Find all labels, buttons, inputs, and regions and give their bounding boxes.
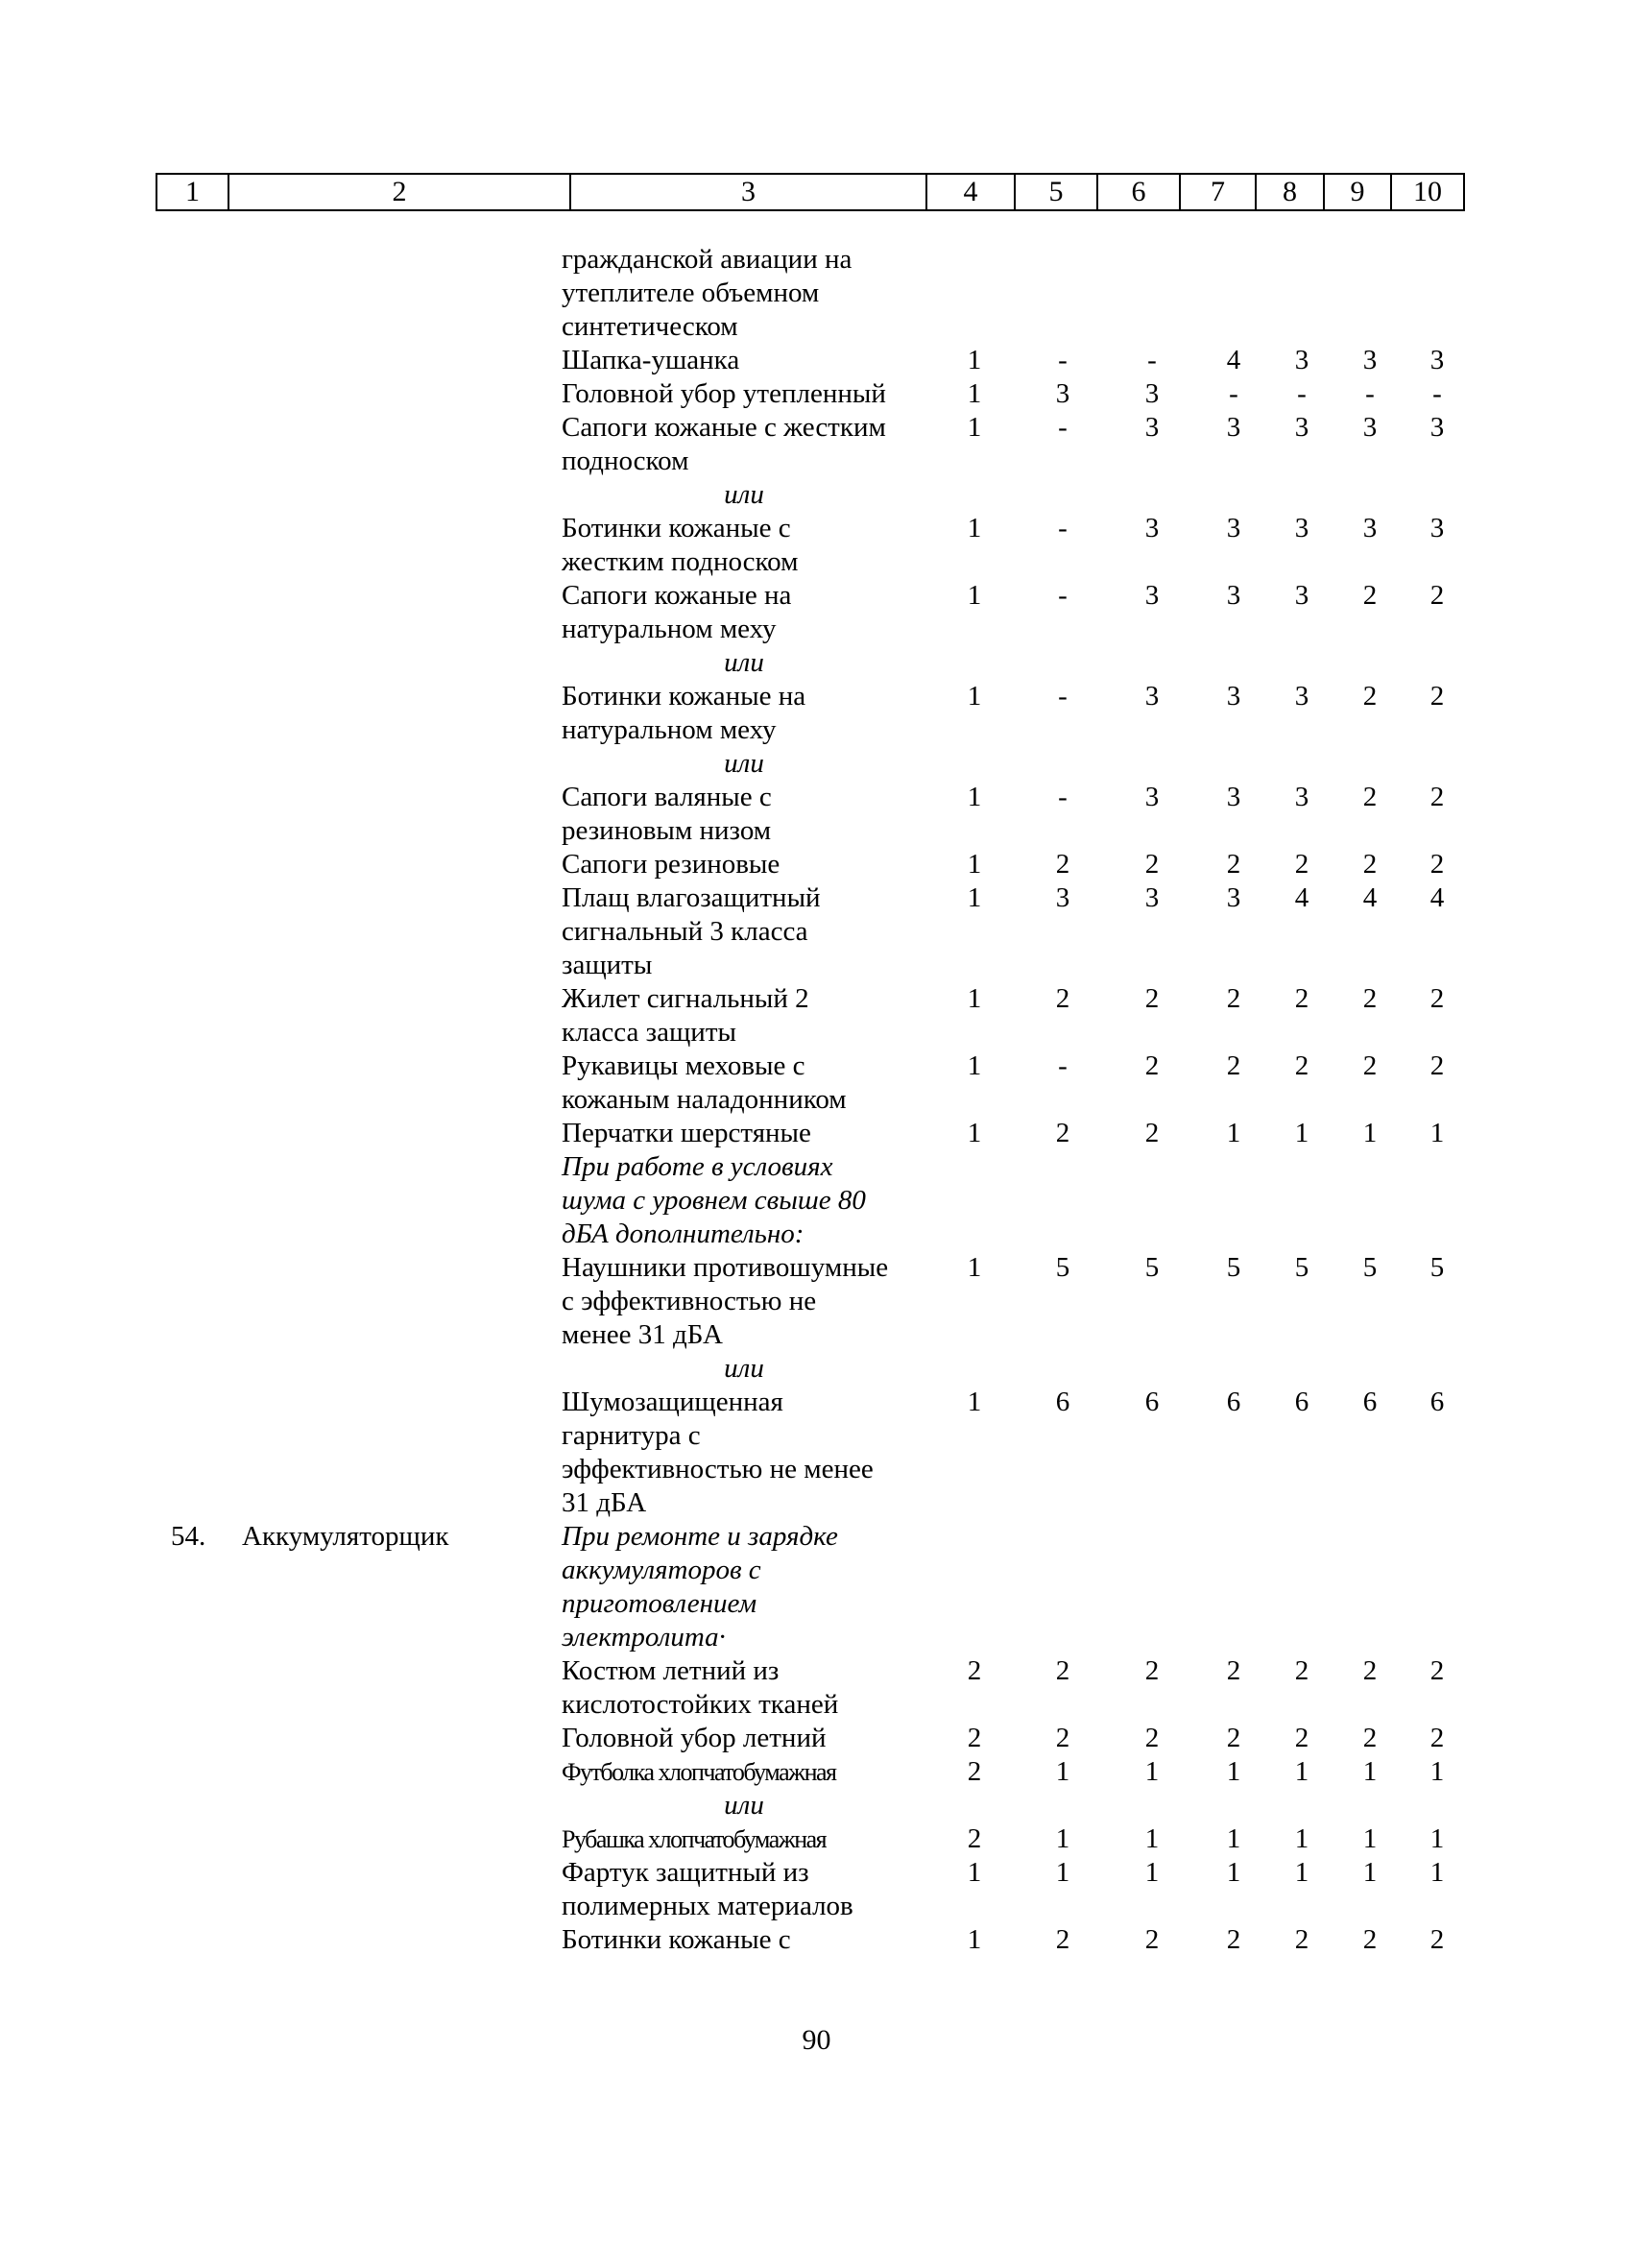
value-col-8: 4 [1294, 882, 1309, 913]
item-name-line: Наушники противошумные [562, 1252, 889, 1283]
value-col-7: 4 [1226, 345, 1241, 375]
value-col-9: 2 [1362, 1655, 1378, 1686]
value-col-5: 5 [1055, 1252, 1070, 1283]
value-col-6: 1 [1144, 1756, 1160, 1787]
value-col-10: 2 [1429, 681, 1445, 712]
value-col-9: - [1365, 378, 1375, 409]
value-col-6: 3 [1144, 681, 1160, 712]
value-col-10: 1 [1429, 1823, 1445, 1854]
item-name [562, 982, 926, 1050]
value-col-5: 1 [1055, 1857, 1070, 1888]
item-name-line: Рубашка хлопчатобумажная [562, 1825, 827, 1853]
value-col-7: 6 [1226, 1387, 1241, 1417]
value-col-5: - [1058, 1050, 1068, 1081]
item-name [562, 1722, 926, 1755]
item-name-line: жестким подноском [562, 546, 799, 577]
value-col-8: 3 [1294, 513, 1309, 543]
value-col-5: - [1058, 513, 1068, 543]
value-col-10: 2 [1429, 1924, 1445, 1955]
value-col-5: 3 [1055, 882, 1070, 913]
value-col-5: 2 [1055, 1655, 1070, 1686]
item-name-line: Сапоги кожаные с жестким [562, 412, 886, 443]
value-col-8: 3 [1294, 580, 1309, 611]
item-name [562, 411, 926, 478]
item-name-line: защиты [562, 950, 653, 980]
value-col-6: 6 [1144, 1387, 1160, 1417]
value-col-6: 3 [1144, 378, 1160, 409]
value-col-4: 1 [967, 782, 982, 812]
value-col-4: 2 [967, 1723, 982, 1753]
value-col-7: 1 [1226, 1823, 1241, 1854]
value-col-4: 1 [967, 345, 982, 375]
item-name [562, 1117, 926, 1150]
value-col-6: 2 [1144, 1118, 1160, 1148]
value-col-4: 1 [967, 681, 982, 712]
page-number: 90 [802, 2024, 831, 2056]
item-name [562, 377, 926, 411]
value-col-6: 5 [1144, 1252, 1160, 1283]
header-col-1: 1 [157, 175, 229, 209]
header-col-4: 4 [927, 175, 1016, 209]
value-col-4: 1 [967, 983, 982, 1014]
value-col-10: 2 [1429, 580, 1445, 611]
condition-note-line: электролита· [562, 1622, 726, 1653]
value-col-5: - [1058, 782, 1068, 812]
condition-note-line: дБА дополнительно: [562, 1218, 804, 1249]
item-number: 54. [171, 1521, 206, 1552]
value-col-9: 1 [1362, 1857, 1378, 1888]
header-col-2: 2 [229, 175, 571, 209]
value-col-6: 2 [1144, 1924, 1160, 1955]
value-col-7: 1 [1226, 1118, 1241, 1148]
value-col-9: 1 [1362, 1823, 1378, 1854]
value-col-9: 2 [1362, 1924, 1378, 1955]
value-col-10: 6 [1429, 1387, 1445, 1417]
value-col-6: 2 [1144, 849, 1160, 880]
value-col-10: 2 [1429, 1050, 1445, 1081]
value-col-8: 3 [1294, 412, 1309, 443]
item-name-line: утеплителе объемном [562, 277, 820, 308]
value-col-7: 3 [1226, 412, 1241, 443]
item-name-line: гражданской авиации на [562, 244, 853, 275]
condition-note [562, 1150, 926, 1251]
value-col-9: 2 [1362, 782, 1378, 812]
item-name-line: Сапоги резиновые [562, 849, 780, 880]
value-col-4: 1 [967, 378, 982, 409]
value-col-5: - [1058, 580, 1068, 611]
item-name [562, 1822, 926, 1856]
value-col-6: 2 [1144, 1655, 1160, 1686]
value-col-10: 3 [1429, 412, 1445, 443]
value-col-8: - [1297, 378, 1307, 409]
profession-name: Аккумуляторщик [242, 1521, 449, 1552]
value-col-9: 1 [1362, 1118, 1378, 1148]
value-col-6: 1 [1144, 1823, 1160, 1854]
value-col-10: 1 [1429, 1118, 1445, 1148]
value-col-9: 1 [1362, 1756, 1378, 1787]
value-col-5: - [1058, 412, 1068, 443]
item-name [562, 881, 926, 982]
value-col-10: 3 [1429, 345, 1445, 375]
value-col-10: 2 [1429, 849, 1445, 880]
value-col-8: 2 [1294, 1655, 1309, 1686]
item-name [562, 1856, 926, 1923]
value-col-4: 1 [967, 1387, 982, 1417]
value-col-6: - [1147, 345, 1157, 375]
value-col-5: - [1058, 681, 1068, 712]
value-col-7: 1 [1226, 1857, 1241, 1888]
condition-note-line: При ремонте и зарядке [562, 1521, 838, 1552]
value-col-4: 1 [967, 882, 982, 913]
value-col-10: 2 [1429, 1655, 1445, 1686]
value-col-9: 2 [1362, 1723, 1378, 1753]
item-name-line: класса защиты [562, 1017, 736, 1048]
value-col-5: 2 [1055, 849, 1070, 880]
value-col-7: 2 [1226, 1050, 1241, 1081]
item-name-line: Рукавицы меховые с [562, 1050, 805, 1081]
item-name-line: Костюм летний из [562, 1655, 780, 1686]
header-col-10: 10 [1413, 176, 1442, 207]
value-col-10: 1 [1429, 1857, 1445, 1888]
value-col-9: 2 [1362, 849, 1378, 880]
item-name-line: кислотостойких тканей [562, 1689, 839, 1720]
item-name [562, 781, 926, 848]
item-name-line: Плащ влагозащитный [562, 882, 821, 913]
value-col-4: 2 [967, 1823, 982, 1854]
value-col-10: 2 [1429, 983, 1445, 1014]
condition-note-line: приготовлением [562, 1588, 757, 1619]
item-name-line: Шапка-ушанка [562, 345, 740, 375]
value-col-9: 2 [1362, 681, 1378, 712]
item-name-line: синтетическом [562, 311, 738, 342]
item-name-line: с эффективностью не [562, 1286, 817, 1316]
value-col-5: 2 [1055, 983, 1070, 1014]
value-col-6: 1 [1144, 1857, 1160, 1888]
condition-note [562, 1520, 926, 1654]
value-col-7: 2 [1226, 1924, 1241, 1955]
value-col-8: 1 [1294, 1857, 1309, 1888]
value-col-4: 1 [967, 513, 982, 543]
value-col-4: 1 [967, 1050, 982, 1081]
value-col-9: 5 [1362, 1252, 1378, 1283]
item-name [562, 680, 926, 747]
value-col-7: 3 [1226, 580, 1241, 611]
value-col-7: 2 [1226, 1723, 1241, 1753]
value-col-7: 5 [1226, 1252, 1241, 1283]
value-col-8: 2 [1294, 849, 1309, 880]
value-col-8: 3 [1294, 345, 1309, 375]
value-col-10: 3 [1429, 513, 1445, 543]
value-col-8: 2 [1294, 1723, 1309, 1753]
value-col-6: 3 [1144, 513, 1160, 543]
value-col-8: 2 [1294, 1050, 1309, 1081]
item-name [562, 1386, 926, 1520]
value-col-5: 6 [1055, 1387, 1070, 1417]
value-col-6: 3 [1144, 782, 1160, 812]
value-col-9: 3 [1362, 513, 1378, 543]
item-name [562, 243, 926, 344]
item-name [562, 1755, 926, 1789]
alternative-or: или [724, 1790, 764, 1821]
value-col-4: 1 [967, 412, 982, 443]
value-col-7: 3 [1226, 882, 1241, 913]
item-name-line: Головной убор утепленный [562, 378, 886, 409]
value-col-9: 4 [1362, 882, 1378, 913]
value-col-8: 2 [1294, 1924, 1309, 1955]
item-name [562, 1923, 926, 1957]
value-col-6: 3 [1144, 412, 1160, 443]
value-col-7: 2 [1226, 1655, 1241, 1686]
value-col-5: 1 [1055, 1823, 1070, 1854]
item-name-line: Ботинки кожаные с [562, 513, 791, 543]
header-col-7: 7 [1181, 175, 1257, 209]
item-name [562, 579, 926, 646]
value-col-10: 2 [1429, 1723, 1445, 1753]
header-col-6: 6 [1098, 175, 1181, 209]
alternative-or: или [724, 647, 764, 678]
value-col-8: 5 [1294, 1252, 1309, 1283]
value-col-4: 2 [967, 1756, 982, 1787]
alternative-or: или [724, 479, 764, 510]
header-col-9: 9 [1325, 175, 1392, 209]
item-name-line: Ботинки кожаные на [562, 681, 806, 712]
item-name-line: Сапоги кожаные на [562, 580, 792, 611]
item-name-line: резиновым низом [562, 815, 772, 846]
value-col-9: 3 [1362, 412, 1378, 443]
header-col-5: 5 [1016, 175, 1098, 209]
item-name-line: Футболка хлопчатобумажная [562, 1758, 836, 1786]
header-col-8: 8 [1257, 175, 1325, 209]
alternative-or: или [724, 1353, 764, 1384]
item-name [562, 512, 926, 579]
value-col-9: 6 [1362, 1387, 1378, 1417]
value-col-10: - [1432, 378, 1442, 409]
value-col-5: - [1058, 345, 1068, 375]
value-col-8: 3 [1294, 782, 1309, 812]
value-col-10: 5 [1429, 1252, 1445, 1283]
item-name-line: Сапоги валяные с [562, 782, 772, 812]
item-name [562, 848, 926, 881]
condition-note-line: шума с уровнем свыше 80 [562, 1185, 866, 1216]
value-col-10: 2 [1429, 782, 1445, 812]
value-col-7: 2 [1226, 849, 1241, 880]
value-col-4: 2 [967, 1655, 982, 1686]
item-name [562, 1251, 926, 1352]
value-col-4: 1 [967, 1118, 982, 1148]
value-col-7: 3 [1226, 782, 1241, 812]
column-number-header [156, 173, 1465, 211]
value-col-6: 2 [1144, 983, 1160, 1014]
item-name-line: Головной убор летний [562, 1723, 827, 1753]
value-col-8: 1 [1294, 1823, 1309, 1854]
value-col-7: 3 [1226, 513, 1241, 543]
item-name-line: Перчатки шерстяные [562, 1118, 811, 1148]
value-col-6: 3 [1144, 580, 1160, 611]
value-col-7: - [1229, 378, 1238, 409]
value-col-8: 1 [1294, 1756, 1309, 1787]
item-name-line: гарнитура с [562, 1420, 701, 1451]
item-name-line: полимерных материалов [562, 1891, 853, 1921]
item-name-line: Фартук защитный из [562, 1857, 809, 1888]
item-name-line: натуральном меху [562, 714, 777, 745]
value-col-8: 3 [1294, 681, 1309, 712]
value-col-4: 1 [967, 580, 982, 611]
value-col-10: 4 [1429, 882, 1445, 913]
item-name [562, 344, 926, 377]
value-col-5: 2 [1055, 1924, 1070, 1955]
value-col-4: 1 [967, 849, 982, 880]
value-col-8: 1 [1294, 1118, 1309, 1148]
value-col-6: 2 [1144, 1050, 1160, 1081]
condition-note-line: аккумуляторов с [562, 1555, 761, 1585]
value-col-9: 2 [1362, 580, 1378, 611]
item-name-line: менее 31 дБА [562, 1319, 723, 1350]
value-col-7: 1 [1226, 1756, 1241, 1787]
item-name [562, 1050, 926, 1117]
item-name [562, 1654, 926, 1722]
item-name-line: эффективностью не менее [562, 1454, 874, 1484]
item-name-line: Ботинки кожаные с [562, 1924, 791, 1955]
value-col-4: 1 [967, 1857, 982, 1888]
value-col-10: 1 [1429, 1756, 1445, 1787]
value-col-8: 2 [1294, 983, 1309, 1014]
item-name-line: подноском [562, 446, 689, 476]
value-col-7: 2 [1226, 983, 1241, 1014]
value-col-8: 6 [1294, 1387, 1309, 1417]
value-col-9: 3 [1362, 345, 1378, 375]
value-col-6: 2 [1144, 1723, 1160, 1753]
header-col-3: 3 [571, 175, 927, 209]
item-name-line: 31 дБА [562, 1487, 647, 1518]
alternative-or: или [724, 748, 764, 779]
item-name-line: Жилет сигнальный 2 [562, 983, 809, 1014]
condition-note-line: При работе в условиях [562, 1151, 833, 1182]
value-col-5: 3 [1055, 378, 1070, 409]
item-name-line: Шумозащищенная [562, 1387, 783, 1417]
value-col-9: 2 [1362, 983, 1378, 1014]
value-col-4: 1 [967, 1252, 982, 1283]
value-col-5: 2 [1055, 1118, 1070, 1148]
value-col-6: 3 [1144, 882, 1160, 913]
item-name-line: сигнальный 3 класса [562, 916, 808, 947]
value-col-5: 2 [1055, 1723, 1070, 1753]
item-name-line: кожаным наладонником [562, 1084, 847, 1115]
value-col-5: 1 [1055, 1756, 1070, 1787]
value-col-7: 3 [1226, 681, 1241, 712]
value-col-4: 1 [967, 1924, 982, 1955]
item-name-line: натуральном меху [562, 614, 777, 644]
value-col-9: 2 [1362, 1050, 1378, 1081]
